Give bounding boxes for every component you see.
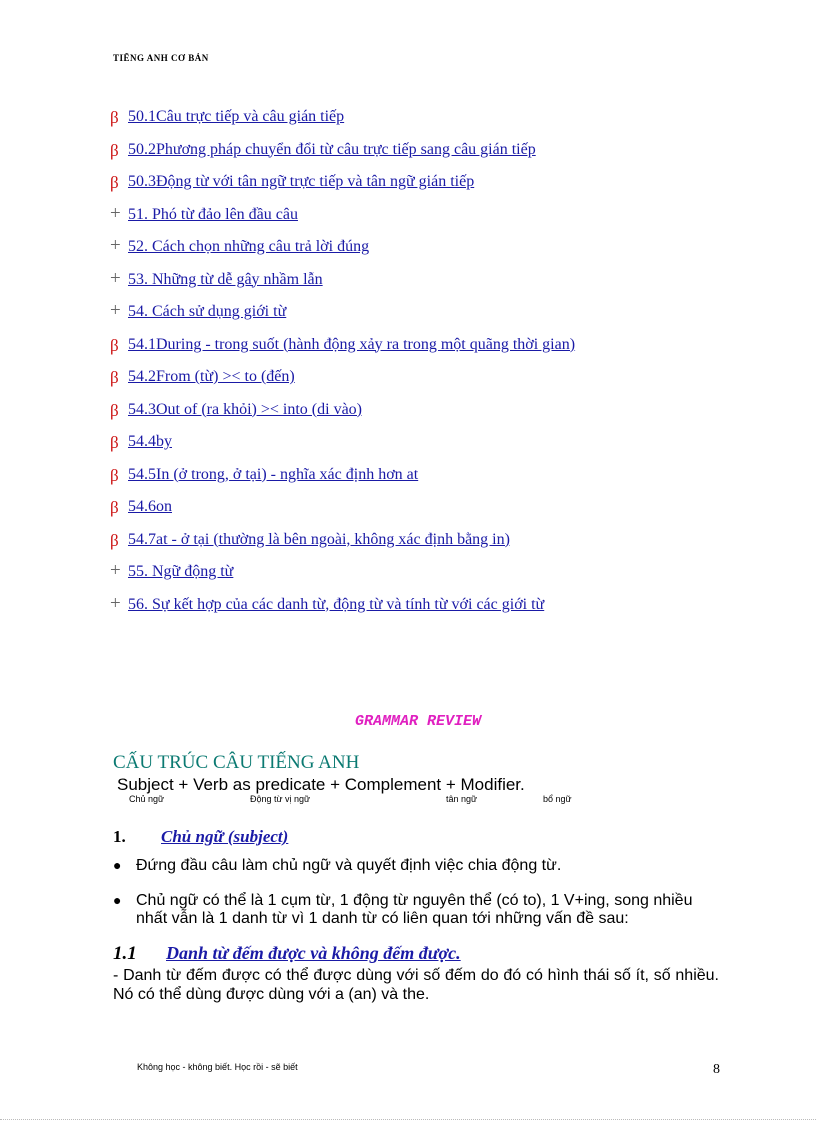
toc-entry[interactable] xyxy=(110,141,575,174)
sentence-formula: Subject + Verb as predicate + Complement + Modifier. xyxy=(117,775,525,794)
toc-entry-link[interactable]: 54.3Out of (ra khỏi) >< into (di vào) xyxy=(128,400,362,418)
toc-entry[interactable] xyxy=(110,433,575,466)
toc-entry[interactable] xyxy=(110,235,575,271)
toc-entry-link[interactable]: 52. Cách chọn những câu trả lời đúng xyxy=(128,238,370,255)
plus-bullet-icon: + xyxy=(110,300,121,321)
running-header: TIẾNG ANH CƠ BẢN xyxy=(113,53,209,61)
bullet-dot-icon: ● xyxy=(113,857,122,873)
toc-entry-link[interactable]: 51. Phó từ đảo lên đầu câu xyxy=(128,205,298,223)
grammar-review-title: GRAMMAR REVIEW xyxy=(354,713,482,730)
table-of-contents xyxy=(110,108,575,628)
beta-bullet-icon: β xyxy=(110,335,119,355)
toc-entry-link[interactable]: 54.2From (từ) >< to (đến) xyxy=(128,368,295,385)
toc-entry-link[interactable]: 55. Ngữ động từ xyxy=(128,563,234,580)
body-paragraph: - Danh từ đếm được có thể được dùng với số đếm do đó có hình thái số ít, số nhiều. Nó có thể dùng được dùng với a (an) và the. xyxy=(113,967,719,1003)
toc-entry[interactable] xyxy=(110,466,575,499)
page-number: 8 xyxy=(713,1062,720,1077)
section-heading: CẤU TRÚC CÂU TIẾNG ANH xyxy=(113,752,360,773)
toc-entry-link[interactable]: 56. Sự kết hợp của các danh từ, động từ và tính từ với các giới từ xyxy=(128,595,545,613)
formula-label-subject: Chủ ngữ xyxy=(129,794,165,804)
formula-label-verb: Động từ vị ngữ xyxy=(250,794,311,804)
toc-entry-link[interactable]: 54.5In (ở trong, ở tại) - nghĩa xác định hơn at xyxy=(128,465,419,483)
subsection-number: 1.1 xyxy=(113,943,137,964)
toc-entry[interactable] xyxy=(110,531,575,564)
plus-bullet-icon: + xyxy=(110,592,121,614)
section-number: 1. xyxy=(113,827,126,846)
toc-entry[interactable] xyxy=(110,592,575,629)
toc-entry[interactable] xyxy=(110,300,575,336)
beta-bullet-icon: β xyxy=(110,433,119,452)
toc-entry[interactable] xyxy=(110,202,575,239)
formula-label-complement: tân ngữ xyxy=(446,794,478,804)
bullet-text: Đứng đầu câu làm chủ ngữ và quyết định việc chia động từ. xyxy=(136,857,562,874)
toc-entry-link[interactable]: 54.6on xyxy=(128,498,172,515)
beta-bullet-icon: β xyxy=(110,140,119,160)
toc-entry[interactable] xyxy=(110,108,575,141)
footer-text: Không học - không biết. Học rồi - sẽ biết xyxy=(137,1062,298,1072)
toc-entry[interactable] xyxy=(110,560,575,596)
toc-entry-link[interactable]: 50.3Động từ với tân ngữ trực tiếp và tân ngữ gián tiếp xyxy=(128,173,475,190)
plus-bullet-icon: + xyxy=(110,235,121,256)
beta-bullet-icon: β xyxy=(110,465,119,485)
toc-entry[interactable] xyxy=(110,336,575,369)
toc-entry-link[interactable]: 54.4by xyxy=(128,433,172,450)
toc-entry[interactable] xyxy=(110,498,575,531)
toc-entry-link[interactable]: 54.7at - ở tại (thường là bên ngoài, không xác định bằng in) xyxy=(128,530,510,548)
formula-label-modifier: bổ ngữ xyxy=(543,794,572,804)
plus-bullet-icon: + xyxy=(110,267,121,289)
section-title-link[interactable]: Chủ ngữ (subject) xyxy=(161,827,289,846)
beta-bullet-icon: β xyxy=(110,368,119,387)
toc-entry[interactable] xyxy=(110,173,575,206)
beta-bullet-icon: β xyxy=(110,498,119,517)
toc-entry-link[interactable]: 54.1During - trong suốt (hành động xảy ra trong một quãng thời gian) xyxy=(128,335,576,353)
bullet-dot-icon: ● xyxy=(113,892,122,908)
toc-entry-link[interactable]: 50.1Câu trực tiếp và câu gián tiếp xyxy=(128,108,345,125)
beta-bullet-icon: β xyxy=(110,530,119,550)
toc-entry[interactable] xyxy=(110,401,575,434)
page-bottom-divider xyxy=(0,1119,816,1120)
toc-entry[interactable] xyxy=(110,368,575,401)
plus-bullet-icon: + xyxy=(110,202,121,224)
beta-bullet-icon: β xyxy=(110,400,119,420)
bullet-text: Chủ ngữ có thể là 1 cụm từ, 1 động từ nguyên thể (có to), 1 V+ing, song nhiều nhất vẫn là 1 danh từ vì 1 danh từ có liên quan tới những vấn đề sau: xyxy=(136,892,693,927)
beta-bullet-icon: β xyxy=(110,108,119,127)
plus-bullet-icon: + xyxy=(110,560,121,581)
beta-bullet-icon: β xyxy=(110,173,119,192)
toc-entry[interactable] xyxy=(110,267,575,304)
toc-entry-link[interactable]: 54. Cách sử dụng giới từ xyxy=(128,303,287,320)
toc-entry-link[interactable]: 50.2Phương pháp chuyển đổi từ câu trực tiếp sang câu gián tiếp xyxy=(128,140,536,158)
toc-entry-link[interactable]: 53. Những từ dễ gây nhầm lẫn xyxy=(128,270,323,288)
subsection-title-link[interactable]: Danh từ đếm được và không đếm được. xyxy=(166,943,461,963)
